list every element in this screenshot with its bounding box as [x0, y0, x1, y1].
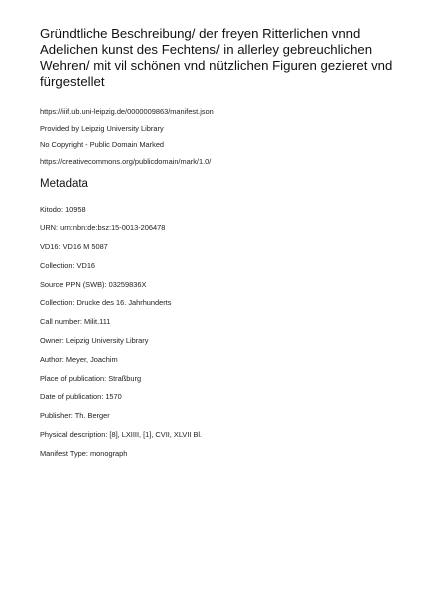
metadata-collection: Collection: VD16 [40, 260, 96, 270]
metadata-kitodo: Kitodo: 10958 [40, 204, 86, 214]
metadata-vd16: VD16: VD16 M 5087 [40, 242, 108, 252]
metadata-list [40, 205, 400, 458]
metadata-heading: Metadata [40, 177, 88, 190]
metadata-place: Place of publication: Straßburg [40, 373, 142, 383]
metadata-author: Author: Meyer, Joachim [40, 354, 118, 364]
metadata-publisher: Publisher: Th. Berger [40, 411, 110, 421]
document-title: Gründtliche Beschreibung/ der freyen Ritterlichen vnnd Adelichen kunst des Fechtens/ in allerley gebreuchlichen Wehren/ mit vil schönen vnd nützlichen Figuren gezieret vnd fürgestellet [40, 26, 393, 89]
metadata-collection-prints: Collection: Drucke des 16. Jahrhunderts [40, 298, 172, 308]
metadata-date: Date of publication: 1570 [40, 392, 122, 402]
rights-line: No Copyright - Public Domain Marked [40, 140, 165, 149]
metadata-owner: Owner: Leipzig University Library [40, 336, 149, 346]
metadata-manifest-type: Manifest Type: monograph [40, 448, 128, 458]
provider-line: Provided by Leipzig University Library [40, 123, 164, 133]
manifest-url: https://iiif.ub.uni-leipzig.de/0000009863/manifest.json [40, 107, 214, 116]
metadata-urn: URN: urn:nbn:de:bsz:15-0013-206478 [40, 223, 166, 233]
metadata-physical-description: Physical description: [8], LXIIII, [1], CVII, XLVII Bl. [40, 430, 203, 440]
license-url: https://creativecommons.org/publicdomain/mark/1.0/ [40, 156, 212, 166]
metadata-source-ppn: Source PPN (SWB): 03259836X [40, 279, 147, 289]
metadata-call-number: Call number: Milit.111 [40, 317, 111, 327]
document-page [40, 26, 400, 468]
